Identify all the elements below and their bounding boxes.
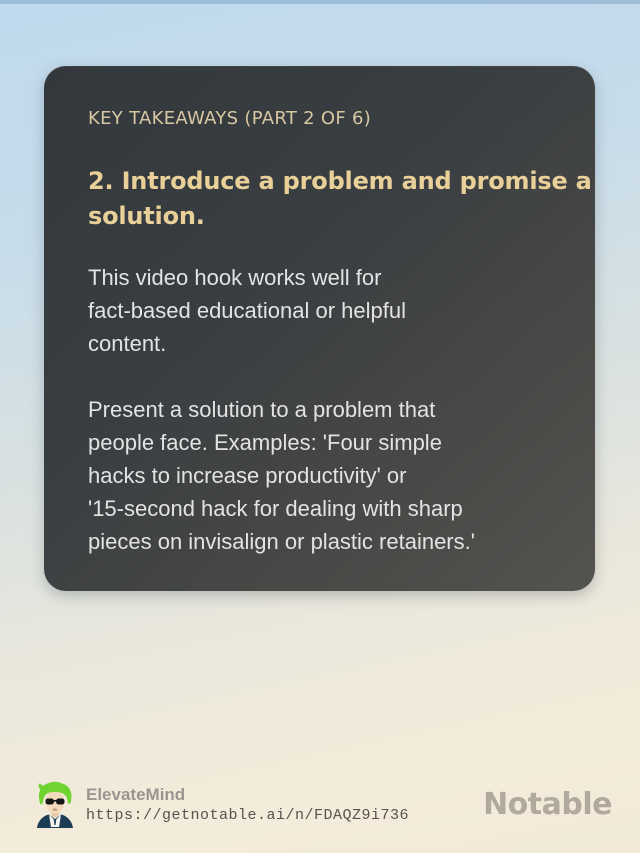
card-paragraph-1 bbox=[88, 261, 551, 360]
share-url[interactable]: https://getnotable.ai/n/FDAQZ9i736 bbox=[86, 807, 410, 824]
body-line: pieces on invisalign or plastic retainers.' bbox=[88, 529, 475, 554]
top-edge-strip bbox=[0, 0, 640, 4]
body-line: people face. Examples: 'Four simple bbox=[88, 430, 442, 455]
takeaway-card bbox=[44, 66, 595, 591]
body-line: hacks to increase productivity' or bbox=[88, 463, 407, 488]
footer-author-block bbox=[86, 784, 409, 825]
body-line: This video hook works well for bbox=[88, 265, 382, 290]
body-line: '15-second hack for dealing with sharp bbox=[88, 496, 463, 521]
footer bbox=[36, 781, 612, 828]
notable-brand-logo: Notable bbox=[483, 787, 612, 822]
card-heading bbox=[88, 164, 592, 234]
card-eyebrow: KEY TAKEAWAYS (PART 2 OF 6) bbox=[88, 108, 372, 129]
heading-line: 2. Introduce a problem and promise a bbox=[88, 167, 592, 195]
author-name: ElevateMind bbox=[86, 785, 186, 804]
body-line: Present a solution to a problem that bbox=[88, 397, 436, 422]
person-green-hair-sunglasses-avatar-icon bbox=[36, 781, 74, 828]
body-line: content. bbox=[88, 331, 167, 356]
card-paragraph-2 bbox=[88, 393, 551, 558]
heading-line: solution. bbox=[88, 202, 205, 230]
body-line: fact-based educational or helpful bbox=[88, 298, 406, 323]
